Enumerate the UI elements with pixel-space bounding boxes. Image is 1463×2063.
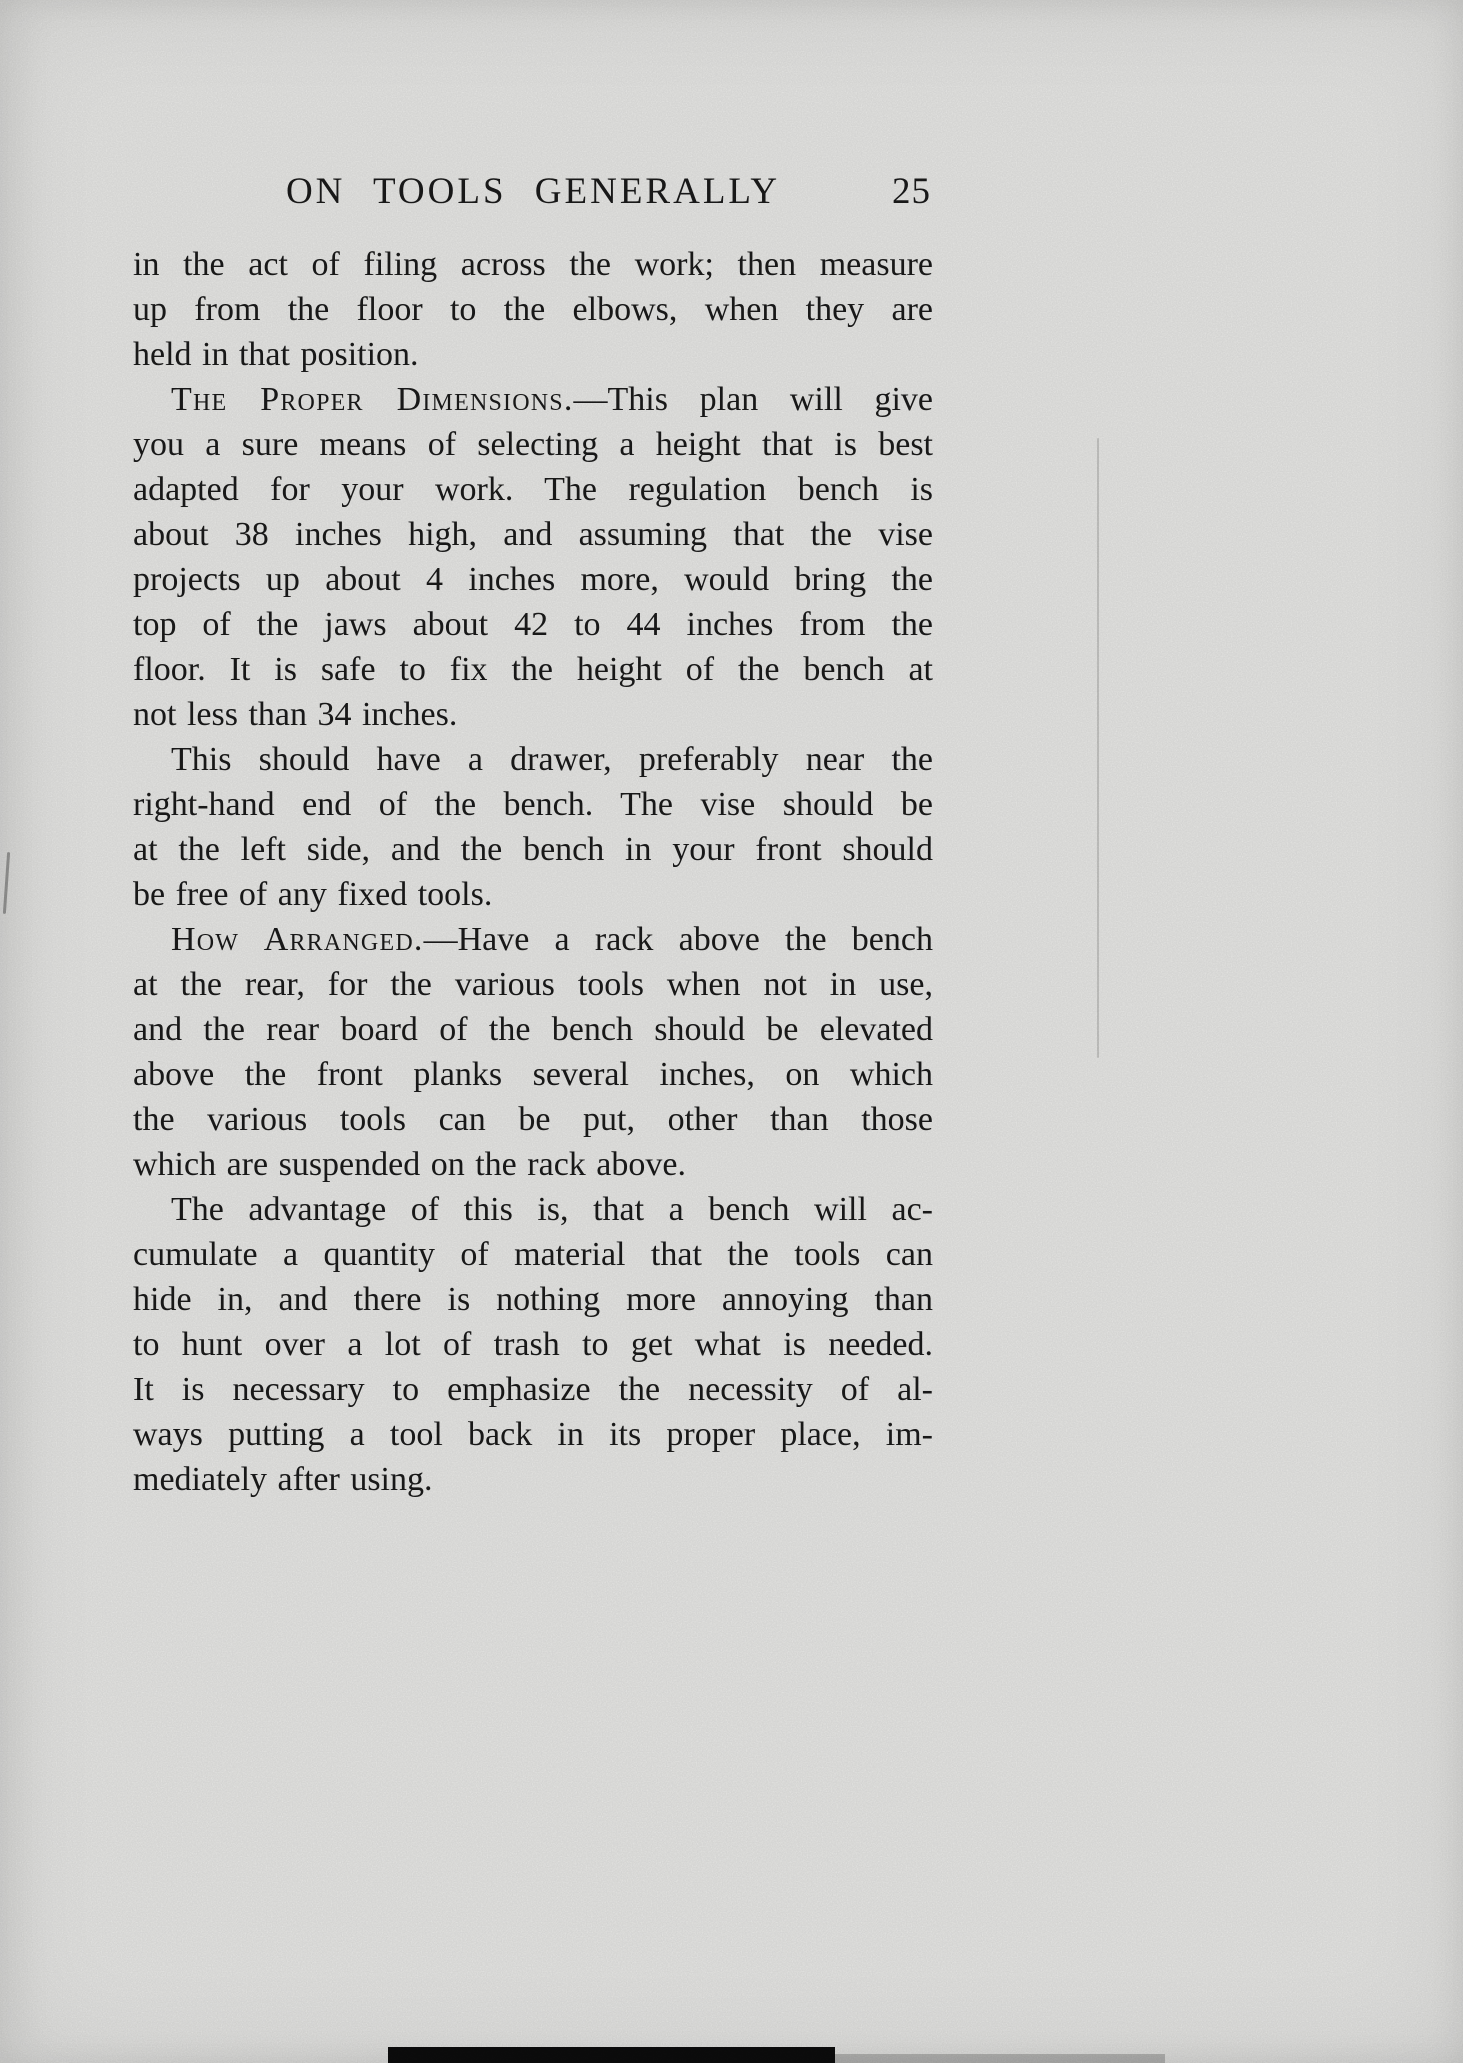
- text-line: [133, 827, 933, 872]
- smallcaps-run: How Arranged.: [171, 921, 424, 958]
- page-number: 25: [892, 171, 931, 212]
- text-line: [133, 872, 933, 917]
- text-run: projects up about 4 inches more, would bring the: [133, 561, 933, 598]
- text-run: to hunt over a lot of trash to get what is needed.: [133, 1326, 933, 1363]
- smallcaps-run: The Proper Dimensions.: [171, 381, 574, 418]
- text-run: hide in, and there is nothing more annoying than: [133, 1281, 933, 1318]
- text-line: [133, 422, 933, 467]
- text-line: [133, 287, 933, 332]
- text-run: right-hand end of the bench. The vise should be: [133, 786, 933, 823]
- text-run: up from the floor to the elbows, when they are: [133, 291, 933, 328]
- text-line: [133, 737, 933, 782]
- text-run: you a sure means of selecting a height that is best: [133, 426, 933, 463]
- text-run: floor. It is safe to fix the height of the bench at: [133, 651, 933, 688]
- text-run: ways putting a tool back in its proper place, im-: [133, 1416, 933, 1453]
- scan-bottom-bar-artifact: [388, 2047, 835, 2063]
- text-line: [133, 377, 933, 422]
- text-line: [133, 467, 933, 512]
- text-run: —Have a rack above the bench: [423, 921, 933, 958]
- text-line: [133, 917, 933, 962]
- text-run: adapted for your work. The regulation bench is: [133, 471, 933, 508]
- text-run: and the rear board of the bench should be elevated: [133, 1011, 933, 1048]
- text-line: [133, 1322, 933, 1367]
- text-line: [133, 1007, 933, 1052]
- page-content: [133, 170, 933, 1502]
- text-run: about 38 inches high, and assuming that the vise: [133, 516, 933, 553]
- text-run: It is necessary to emphasize the necessity of al-: [133, 1371, 933, 1408]
- text-run: not less than 34 inches.: [133, 696, 458, 733]
- text-line: [133, 1412, 933, 1457]
- text-line: [133, 782, 933, 827]
- scan-edge-mark-artifact: [3, 852, 10, 914]
- text-line: [133, 557, 933, 602]
- text-run: be free of any fixed tools.: [133, 876, 493, 913]
- text-line: [133, 332, 933, 377]
- text-run: The advantage of this is, that a bench will ac-: [171, 1191, 933, 1228]
- text-line: [133, 242, 933, 287]
- text-line: [133, 1187, 933, 1232]
- text-line: [133, 1277, 933, 1322]
- text-line: [133, 1052, 933, 1097]
- text-line: [133, 962, 933, 1007]
- text-line: [133, 692, 933, 737]
- text-line: [133, 1097, 933, 1142]
- text-run: mediately after using.: [133, 1461, 433, 1498]
- text-line: [133, 512, 933, 557]
- body-text: [133, 242, 933, 1502]
- running-head-title: ON TOOLS GENERALLY: [285, 171, 781, 212]
- text-run: This should have a drawer, preferably near the: [171, 741, 933, 778]
- scan-bottom-shadow-artifact: [835, 2054, 1165, 2063]
- scan-crease-artifact: [1097, 438, 1099, 1058]
- text-run: in the act of filing across the work; then measure: [133, 246, 933, 283]
- text-line: [133, 1367, 933, 1412]
- text-run: above the front planks several inches, on which: [133, 1056, 933, 1093]
- text-run: cumulate a quantity of material that the tools can: [133, 1236, 933, 1273]
- text-run: at the left side, and the bench in your front should: [133, 831, 933, 868]
- text-run: which are suspended on the rack above.: [133, 1146, 686, 1183]
- text-line: [133, 1457, 933, 1502]
- text-line: [133, 647, 933, 692]
- text-line: [133, 1232, 933, 1277]
- text-run: at the rear, for the various tools when not in use,: [133, 966, 933, 1003]
- text-run: top of the jaws about 42 to 44 inches from the: [133, 606, 933, 643]
- text-line: [133, 602, 933, 647]
- text-run: held in that position.: [133, 336, 419, 373]
- text-run: the various tools can be put, other than those: [133, 1101, 933, 1138]
- page-header: [133, 170, 933, 218]
- text-line: [133, 1142, 933, 1187]
- text-run: —This plan will give: [573, 381, 933, 418]
